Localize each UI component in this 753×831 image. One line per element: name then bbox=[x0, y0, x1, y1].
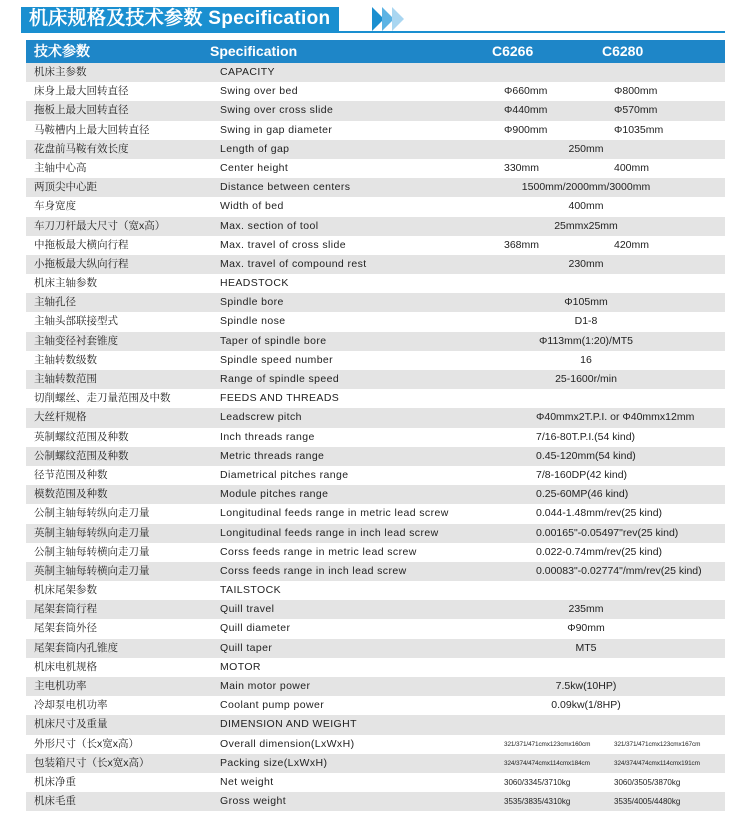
table-row bbox=[26, 274, 725, 293]
param-en: DIMENSION AND WEIGHT bbox=[220, 718, 357, 731]
param-cn: 主轴转数范围 bbox=[34, 373, 97, 385]
table-row bbox=[26, 197, 725, 216]
value-c6280: Φ570mm bbox=[614, 104, 658, 117]
param-en: Center height bbox=[220, 161, 289, 174]
value-shared: 0.09kw(1/8HP) bbox=[551, 699, 621, 712]
table-row bbox=[26, 466, 725, 485]
param-en: Length of gap bbox=[220, 142, 290, 155]
param-en: Distance between centers bbox=[220, 181, 351, 194]
param-en: TAILSTOCK bbox=[220, 584, 281, 597]
value-c6266: Φ900mm bbox=[504, 123, 548, 136]
param-en: Module pitches range bbox=[220, 488, 329, 501]
param-cn: 包装箱尺寸（长x宽x高） bbox=[34, 756, 150, 769]
table-row bbox=[26, 159, 725, 178]
table-row bbox=[26, 312, 725, 331]
param-cn: 机床主轴参数 bbox=[34, 277, 97, 290]
value-shared: D1-8 bbox=[574, 315, 598, 328]
param-en: Metric threads range bbox=[220, 449, 325, 462]
param-en: CAPACITY bbox=[220, 66, 275, 78]
param-cn: 主电机功率 bbox=[34, 680, 87, 692]
value-shared: 0.044-1.48mm/rev(25 kind) bbox=[536, 507, 663, 520]
param-cn: 拖板上最大回转直径 bbox=[34, 104, 129, 117]
table-header bbox=[26, 40, 725, 63]
param-cn: 主轴转数级数 bbox=[34, 353, 97, 366]
table-row bbox=[26, 619, 725, 638]
value-c6266: 324/374/474cmx114cmx184cm bbox=[504, 759, 590, 767]
value-shared: 230mm bbox=[568, 257, 604, 270]
value-shared: 250mm bbox=[568, 142, 604, 155]
value-c6266: 321/371/471cmx123cmx160cm bbox=[504, 740, 591, 748]
value-shared: 0.00165"-0.05497"rev(25 kind) bbox=[536, 526, 679, 539]
param-cn: 机床主参数 bbox=[34, 66, 87, 78]
table-row bbox=[26, 792, 725, 811]
param-cn: 尾架套筒外径 bbox=[34, 622, 97, 635]
title-banner bbox=[0, 0, 753, 32]
table-row bbox=[26, 121, 725, 140]
table-row bbox=[26, 524, 725, 543]
table-row bbox=[26, 140, 725, 159]
param-cn: 车刀刀杆最大尺寸（宽x高） bbox=[34, 219, 166, 232]
param-cn: 尾架套筒内孔锥度 bbox=[34, 641, 118, 654]
table-row bbox=[26, 389, 725, 408]
table-row bbox=[26, 332, 725, 351]
param-en: Leadscrew pitch bbox=[220, 411, 302, 424]
table-row bbox=[26, 101, 725, 120]
value-shared: 235mm bbox=[568, 603, 604, 616]
param-cn: 英制主轴每转纵向走刀量 bbox=[34, 526, 150, 539]
value-shared: MT5 bbox=[575, 641, 597, 654]
value-c6280: 420mm bbox=[614, 238, 650, 251]
table-row bbox=[26, 773, 725, 792]
param-cn: 大丝杆规格 bbox=[34, 411, 87, 424]
param-cn: 主轴变径衬套锥度 bbox=[34, 334, 118, 347]
spec-table bbox=[26, 63, 725, 811]
param-cn: 英制主轴每转横向走刀量 bbox=[34, 564, 150, 577]
table-row bbox=[26, 677, 725, 696]
param-en: MOTOR bbox=[220, 660, 261, 673]
table-row bbox=[26, 562, 725, 581]
value-c6280: 324/374/474cmx114cmx191cm bbox=[614, 759, 700, 767]
param-en: Gross weight bbox=[220, 795, 287, 808]
param-en: Corss feeds range in inch lead screw bbox=[220, 564, 407, 577]
param-cn: 机床毛重 bbox=[34, 795, 76, 808]
param-en: Spindle speed number bbox=[220, 353, 334, 366]
param-cn: 公制主轴每转横向走刀量 bbox=[34, 545, 150, 558]
param-cn: 床身上最大回转直径 bbox=[34, 85, 129, 98]
param-cn: 机床净重 bbox=[34, 775, 76, 788]
param-en: Spindle nose bbox=[220, 315, 286, 328]
param-cn: 车身宽度 bbox=[34, 200, 76, 213]
value-shared: 7.5kw(10HP) bbox=[555, 680, 617, 692]
table-row bbox=[26, 485, 725, 504]
param-en: Inch threads range bbox=[220, 430, 315, 443]
header-spec: Specification bbox=[210, 43, 298, 59]
value-shared: 0.45-120mm(54 kind) bbox=[536, 449, 636, 462]
header-param: 技术参数 bbox=[34, 43, 90, 59]
param-cn: 公制螺纹范围及种数 bbox=[34, 449, 129, 462]
value-shared: Φ40mmx2T.P.I. or Φ40mmx12mm bbox=[536, 411, 695, 424]
param-cn: 公制主轴每转纵向走刀量 bbox=[34, 507, 150, 520]
param-en: Swing in gap diameter bbox=[220, 123, 333, 136]
table-row bbox=[26, 658, 725, 677]
table-row bbox=[26, 735, 725, 754]
value-c6280: 3535/4005/4480kg bbox=[614, 797, 681, 807]
table-row bbox=[26, 293, 725, 312]
value-c6266: 368mm bbox=[504, 238, 540, 251]
param-en: Swing over bed bbox=[220, 85, 298, 98]
param-cn: 英制螺纹范围及种数 bbox=[34, 430, 129, 443]
value-shared: 0.00083"-0.02774"/mm/rev(25 kind) bbox=[536, 564, 702, 577]
value-c6280: 400mm bbox=[614, 161, 650, 174]
title-underline bbox=[21, 31, 725, 33]
value-shared: 16 bbox=[580, 353, 592, 366]
param-en: Quill taper bbox=[220, 641, 273, 654]
table-row bbox=[26, 428, 725, 447]
table-row bbox=[26, 370, 725, 389]
param-cn: 主轴头部联接型式 bbox=[34, 315, 118, 328]
param-cn: 冷却泵电机功率 bbox=[34, 699, 108, 712]
param-cn: 机床尾架参数 bbox=[34, 584, 97, 597]
value-shared: 7/8-160DP(42 kind) bbox=[536, 468, 628, 481]
table-row bbox=[26, 217, 725, 236]
value-c6280: 321/371/471cmx123cmx167cm bbox=[614, 740, 701, 748]
table-row bbox=[26, 696, 725, 715]
param-en: Longitudinal feeds range in inch lead screw bbox=[220, 526, 439, 539]
param-cn: 小拖板最大纵向行程 bbox=[34, 257, 129, 270]
param-cn: 机床尺寸及重量 bbox=[34, 718, 108, 731]
param-cn: 两顶尖中心距 bbox=[34, 181, 97, 194]
table-row bbox=[26, 82, 725, 101]
param-en: Taper of spindle bore bbox=[220, 334, 327, 347]
table-row bbox=[26, 351, 725, 370]
table-row bbox=[26, 236, 725, 255]
value-shared: 25-1600r/min bbox=[555, 373, 617, 385]
header-model-b: C6280 bbox=[602, 43, 644, 59]
param-cn: 切削螺丝、走刀量范围及中数 bbox=[34, 392, 171, 405]
table-row bbox=[26, 581, 725, 600]
param-cn: 径节范围及种数 bbox=[34, 468, 108, 481]
param-cn: 机床电机规格 bbox=[34, 660, 97, 673]
value-shared: 25mmx25mm bbox=[554, 219, 618, 232]
table-row bbox=[26, 63, 725, 82]
table-row bbox=[26, 178, 725, 197]
param-en: Quill diameter bbox=[220, 622, 291, 635]
param-en: Width of bed bbox=[220, 200, 284, 213]
param-cn: 模数范围及种数 bbox=[34, 488, 108, 501]
table-row bbox=[26, 408, 725, 427]
header-model-a: C6266 bbox=[492, 43, 534, 59]
param-en: Swing over cross slide bbox=[220, 104, 334, 117]
param-en: Main motor power bbox=[220, 680, 311, 692]
param-en: HEADSTOCK bbox=[220, 277, 289, 290]
param-en: Longitudinal feeds range in metric lead screw bbox=[220, 507, 449, 520]
value-c6266: Φ440mm bbox=[504, 104, 548, 117]
table-row bbox=[26, 255, 725, 274]
param-en: Quill travel bbox=[220, 603, 275, 616]
param-en: Range of spindle speed bbox=[220, 373, 340, 385]
param-en: Corss feeds range in metric lead screw bbox=[220, 545, 417, 558]
param-cn: 中拖板最大横向行程 bbox=[34, 238, 129, 251]
table-row bbox=[26, 447, 725, 466]
table-row bbox=[26, 504, 725, 523]
value-c6266: 330mm bbox=[504, 161, 540, 174]
value-c6266: Φ660mm bbox=[504, 85, 548, 98]
page-title: 机床规格及技术参数 Specification bbox=[21, 7, 339, 31]
param-en: Max. travel of compound rest bbox=[220, 257, 367, 270]
chevron-right-icon bbox=[392, 7, 404, 31]
table-row bbox=[26, 600, 725, 619]
value-shared: 1500mm/2000mm/3000mm bbox=[521, 181, 651, 194]
param-en: Diametrical pitches range bbox=[220, 468, 349, 481]
param-en: Max. section of tool bbox=[220, 219, 319, 232]
param-cn: 马鞍槽内上最大回转直径 bbox=[34, 123, 150, 136]
table-row bbox=[26, 543, 725, 562]
value-c6280: Φ800mm bbox=[614, 85, 658, 98]
param-cn: 主轴孔径 bbox=[34, 296, 76, 309]
param-en: Packing size(LxWxH) bbox=[220, 756, 328, 769]
value-c6266: 3535/3835/4310kg bbox=[504, 797, 571, 807]
value-c6280: Φ1035mm bbox=[614, 123, 664, 136]
table-row bbox=[26, 639, 725, 658]
value-c6266: 3060/3345/3710kg bbox=[504, 777, 571, 787]
param-en: Overall dimension(LxWxH) bbox=[220, 737, 355, 750]
param-cn: 尾架套筒行程 bbox=[34, 603, 97, 616]
param-cn: 外形尺寸（长x宽x高） bbox=[34, 737, 139, 750]
value-shared: 0.25-60MP(46 kind) bbox=[536, 488, 629, 501]
param-cn: 花盘前马鞍有效长度 bbox=[34, 142, 129, 155]
value-shared: 0.022-0.74mm/rev(25 kind) bbox=[536, 545, 663, 558]
value-shared: Φ105mm bbox=[564, 296, 608, 309]
param-en: Net weight bbox=[220, 775, 274, 788]
param-en: Max. travel of cross slide bbox=[220, 238, 346, 251]
value-shared: 7/16-80T.P.I.(54 kind) bbox=[536, 430, 636, 443]
value-shared: Φ113mm(1:20)/MT5 bbox=[539, 334, 633, 347]
table-row bbox=[26, 715, 725, 734]
param-en: Spindle bore bbox=[220, 296, 284, 309]
table-row bbox=[26, 754, 725, 773]
value-shared: Φ90mm bbox=[567, 622, 605, 635]
param-en: Coolant pump power bbox=[220, 699, 325, 712]
param-cn: 主轴中心高 bbox=[34, 161, 87, 174]
param-en: FEEDS AND THREADS bbox=[220, 392, 340, 405]
value-shared: 400mm bbox=[568, 200, 604, 213]
value-c6280: 3060/3505/3870kg bbox=[614, 777, 681, 787]
